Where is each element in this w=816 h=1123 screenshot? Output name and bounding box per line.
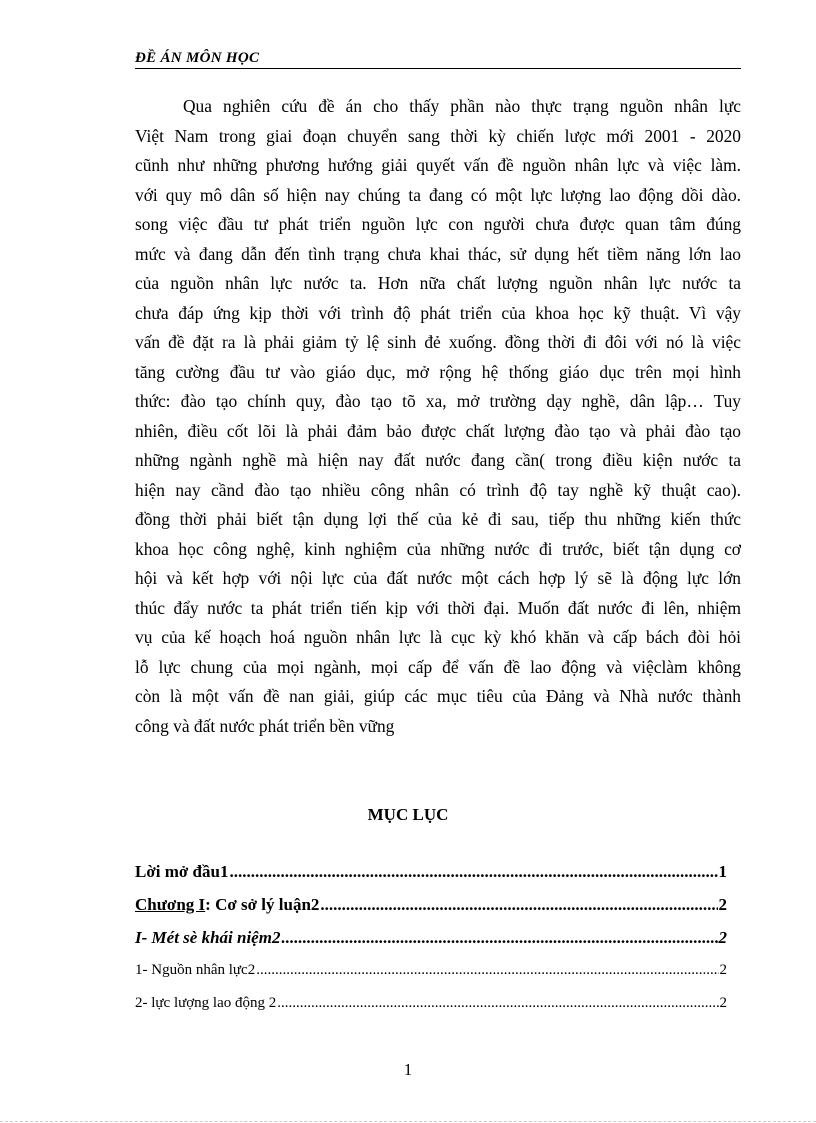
- toc-entry-label: [135, 895, 319, 915]
- paragraph-line: thức: đào tạo chính quy, đào tạo tõ xa, mở trường dạy nghề, dân lập… Tuy: [135, 391, 741, 411]
- paragraph-line: Việt Nam trong giai đoạn chuyển sang thời kỳ chiến lược mới 2001 - 2020: [135, 125, 741, 146]
- toc-page-number: 1: [718, 862, 727, 881]
- paragraph-line: cũnh như những phương hướng giải quyết vấn đề nguồn nhân lực và việc làm.: [135, 155, 741, 175]
- paragraph-line: vấn đề đặt ra là phải giảm tỷ lệ sinh đẻ xuống. đồng thời đi đôi với nó là việc: [135, 332, 741, 352]
- paragraph-line: nhiên, điều cốt lõi là phải đảm bảo được chất lượng đào tạo và phải đào tạo: [135, 420, 741, 441]
- toc-title: MỤC LỤC: [367, 805, 449, 824]
- table-of-contents: [135, 862, 727, 1028]
- toc-chapter-prefix: Chương I: [135, 895, 206, 915]
- paragraph-line: khoa học công nghệ, kinh nghiệm của những nước đi trước, biết tận dụng cơ: [135, 538, 741, 559]
- paragraph-line: đồng thời phải biết tận dụng lợi thế của kẻ đi sau, tiếp thu những kiến thức: [135, 509, 741, 529]
- paragraph-line: tăng cường đầu tư vào giáo dục, mở rộng hệ thống giáo dục trên mọi hình: [135, 361, 741, 382]
- toc-entry-label: Lời mở đầu1: [135, 862, 229, 881]
- toc-chapter-title: : Cơ sở lý luận2: [205, 895, 320, 915]
- toc-page-number: 2: [718, 928, 727, 948]
- paragraph-line: những ngành nghề mà hiện nay đất nước đang cần( trong điều kiện nước ta: [135, 450, 741, 470]
- paragraph-line: lỗ lực chung của mọi ngành, mọi cấp để vấn đề lao động và việclàm không: [135, 656, 741, 677]
- page-bottom-divider: [0, 1121, 816, 1122]
- toc-entry-loi-mo-dau[interactable]: [135, 862, 727, 895]
- paragraph-line: công và đất nước phát triển bền vững: [135, 715, 395, 736]
- toc-entry-section-1[interactable]: [135, 928, 727, 961]
- paragraph-line: mức và đang dẫn đến tình trạng chưa khai thác, sử dụng hết tiềm năng lớn lao: [135, 243, 741, 264]
- toc-page-number: 2: [719, 994, 727, 1011]
- paragraph-line: với quy mô dân số hiện nay chúng ta đang có một lực lượng lao động dồi dào.: [135, 184, 741, 205]
- paragraph-line: song việc đầu tư phát triển nguồn lực con người chưa được quan tâm đúng: [135, 214, 741, 234]
- toc-page-number: 2: [719, 961, 727, 978]
- body-paragraph: [135, 92, 741, 741]
- toc-dot-leader: [320, 895, 717, 915]
- paragraph-line: còn là một vấn đề nan giải, giúp các mục tiêu của Đảng và Nhà nước thành: [135, 686, 741, 706]
- header-title: ĐỀ ÁN MÔN HỌC: [135, 50, 260, 66]
- toc-entry-chuong-1[interactable]: [135, 895, 727, 928]
- toc-entry-label: 1- Nguồn nhân lực2: [135, 961, 256, 978]
- toc-dot-leader: [256, 962, 718, 979]
- paragraph-line: thúc đẩy nước ta phát triển tiến kịp với thời đại. Muốn đất nước đi lên, nhiệm: [135, 597, 741, 618]
- paragraph-line: vụ của kế hoạch hoá nguồn nhân lực là cục kỳ khó khăn và cấp bách đòi hỏi: [135, 627, 741, 647]
- toc-dot-leader: [229, 862, 717, 882]
- toc-entry-label: 2- lực lượng lao động 2: [135, 994, 277, 1011]
- paragraph-line: Qua nghiên cứu đề án cho thấy phần nào thực trạng nguồn nhân lực: [183, 96, 741, 116]
- toc-entry-subsection-2[interactable]: [135, 995, 727, 1028]
- toc-page-number: 2: [718, 895, 727, 915]
- toc-entry-subsection-1[interactable]: [135, 962, 727, 995]
- paragraph-line: hội và kết hợp với nội lực của đất nước một cách hợp lý sẽ là động lực lớn: [135, 568, 741, 588]
- toc-dot-leader: [281, 928, 717, 948]
- paragraph-line: chưa đáp ứng kịp thời với trình độ phát triển của khoa học kỹ thuật. Vì vậy: [135, 302, 741, 323]
- paragraph-line: của nguồn nhân lực nước ta. Hơn nữa chất lượng nguồn nhân lực nước ta: [135, 273, 741, 293]
- paragraph-line: hiện nay cầnd đào tạo nhiều công nhân có trình độ tay nghề kỹ thuật cao).: [135, 479, 741, 500]
- toc-dot-leader: [277, 995, 718, 1012]
- page-header: [135, 48, 741, 69]
- toc-entry-label: I- Mét sè khái niệm2: [135, 928, 281, 948]
- page-number: 1: [403, 1060, 413, 1079]
